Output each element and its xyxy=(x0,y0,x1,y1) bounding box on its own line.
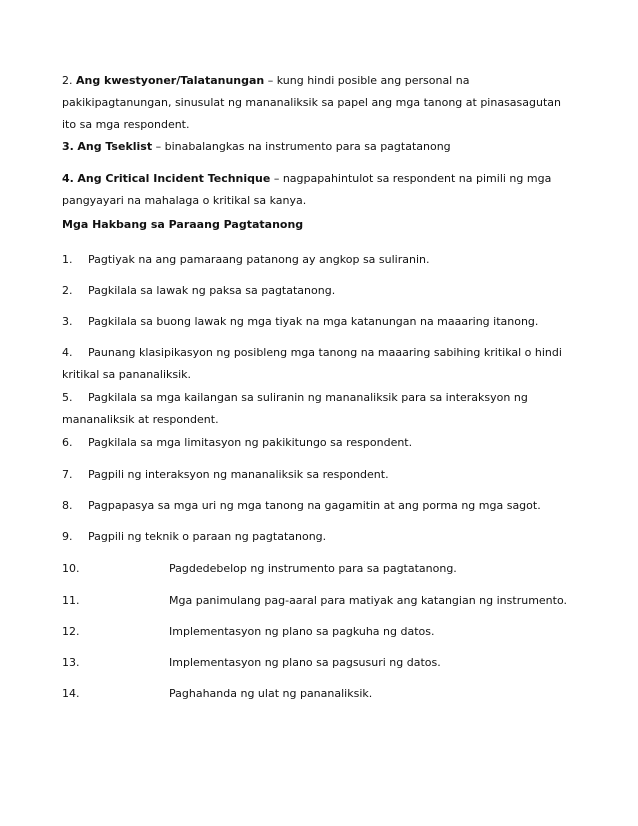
intro-item-3 xyxy=(62,136,562,158)
step-text: Pagkilala sa mga limitasyon ng pakikitungo sa respondent. xyxy=(88,436,413,449)
step-text: Pagkilala sa mga kailangan sa suliranin ng mananaliksik para sa interaksyon ng mananaliksik at respondent. xyxy=(62,391,528,426)
intro-item-number: 2. xyxy=(62,74,73,87)
step-number: 9. xyxy=(62,530,73,543)
step-item xyxy=(0,652,638,674)
step-item xyxy=(62,464,562,486)
step-item xyxy=(62,526,562,548)
step-number: 6. xyxy=(62,436,73,449)
intro-item-term: Ang Tseklist xyxy=(77,140,153,153)
step-number: 7. xyxy=(62,468,73,481)
step-text: Paghahanda ng ulat ng pananaliksik. xyxy=(169,687,373,700)
step-number: 3. xyxy=(62,315,73,328)
step-text: Pagpili ng interaksyon ng mananaliksik sa respondent. xyxy=(88,468,389,481)
step-text: Pagkilala sa lawak ng paksa sa pagtatanong. xyxy=(88,284,336,297)
intro-item-text: – kung hindi posible ang personal na pakikipagtanungan, sinusulat ng mananaliksik sa papel ang mga tanong at pinasasagutan ito sa mga respondent. xyxy=(62,74,561,131)
step-number: 12. xyxy=(62,625,80,638)
step-number: 2. xyxy=(62,284,73,297)
step-number: 11. xyxy=(62,594,80,607)
step-item xyxy=(62,387,562,431)
step-text: Paunang klasipikasyon ng posibleng mga tanong na maaaring sabihing kritikal o hindi kritikal sa pananaliksik. xyxy=(62,346,562,381)
step-item xyxy=(62,311,562,333)
step-item xyxy=(62,432,562,454)
step-item xyxy=(0,590,638,612)
step-text: Pagdedebelop ng instrumento para sa pagtatanong. xyxy=(169,562,457,575)
step-item xyxy=(62,342,562,386)
step-number: 4. xyxy=(62,346,73,359)
intro-item-term: Ang kwestyoner/Talatanungan xyxy=(76,74,265,87)
step-item xyxy=(0,683,638,705)
step-text: Pagpapasya sa mga uri ng mga tanong na gagamitin at ang porma ng mga sagot. xyxy=(88,499,541,512)
step-number: 5. xyxy=(62,391,73,404)
step-item xyxy=(62,249,562,271)
step-item xyxy=(0,621,638,643)
intro-item-4 xyxy=(62,168,562,212)
intro-item-number: 3. xyxy=(62,140,74,153)
step-item xyxy=(62,495,562,517)
intro-item-number: 4. xyxy=(62,172,74,185)
step-item xyxy=(0,558,638,580)
step-number: 13. xyxy=(62,656,80,669)
step-text: Implementasyon ng plano sa pagsusuri ng datos. xyxy=(169,656,441,669)
step-number: 1. xyxy=(62,253,73,266)
step-text: Mga panimulang pag-aaral para matiyak ang katangian ng instrumento. xyxy=(169,594,567,607)
intro-item-term: Ang Critical Incident Technique xyxy=(77,172,271,185)
intro-item-text: – binabalangkas na instrumento para sa pagtatanong xyxy=(152,140,451,153)
step-number: 10. xyxy=(62,562,80,575)
section-heading: Mga Hakbang sa Paraang Pagtatanong xyxy=(62,218,304,231)
step-text: Pagpili ng teknik o paraan ng pagtatanong. xyxy=(88,530,327,543)
intro-item-2 xyxy=(62,70,562,136)
step-text: Implementasyon ng plano sa pagkuha ng datos. xyxy=(169,625,435,638)
step-number: 14. xyxy=(62,687,80,700)
intro-item-text: – nagpapahintulot sa respondent na pimili ng mga pangyayari na mahalaga o kritikal sa kanya. xyxy=(62,172,552,207)
step-text: Pagkilala sa buong lawak ng mga tiyak na mga katanungan na maaaring itanong. xyxy=(88,315,539,328)
step-item xyxy=(62,280,562,302)
step-text: Pagtiyak na ang pamaraang patanong ay angkop sa suliranin. xyxy=(88,253,430,266)
step-number: 8. xyxy=(62,499,73,512)
